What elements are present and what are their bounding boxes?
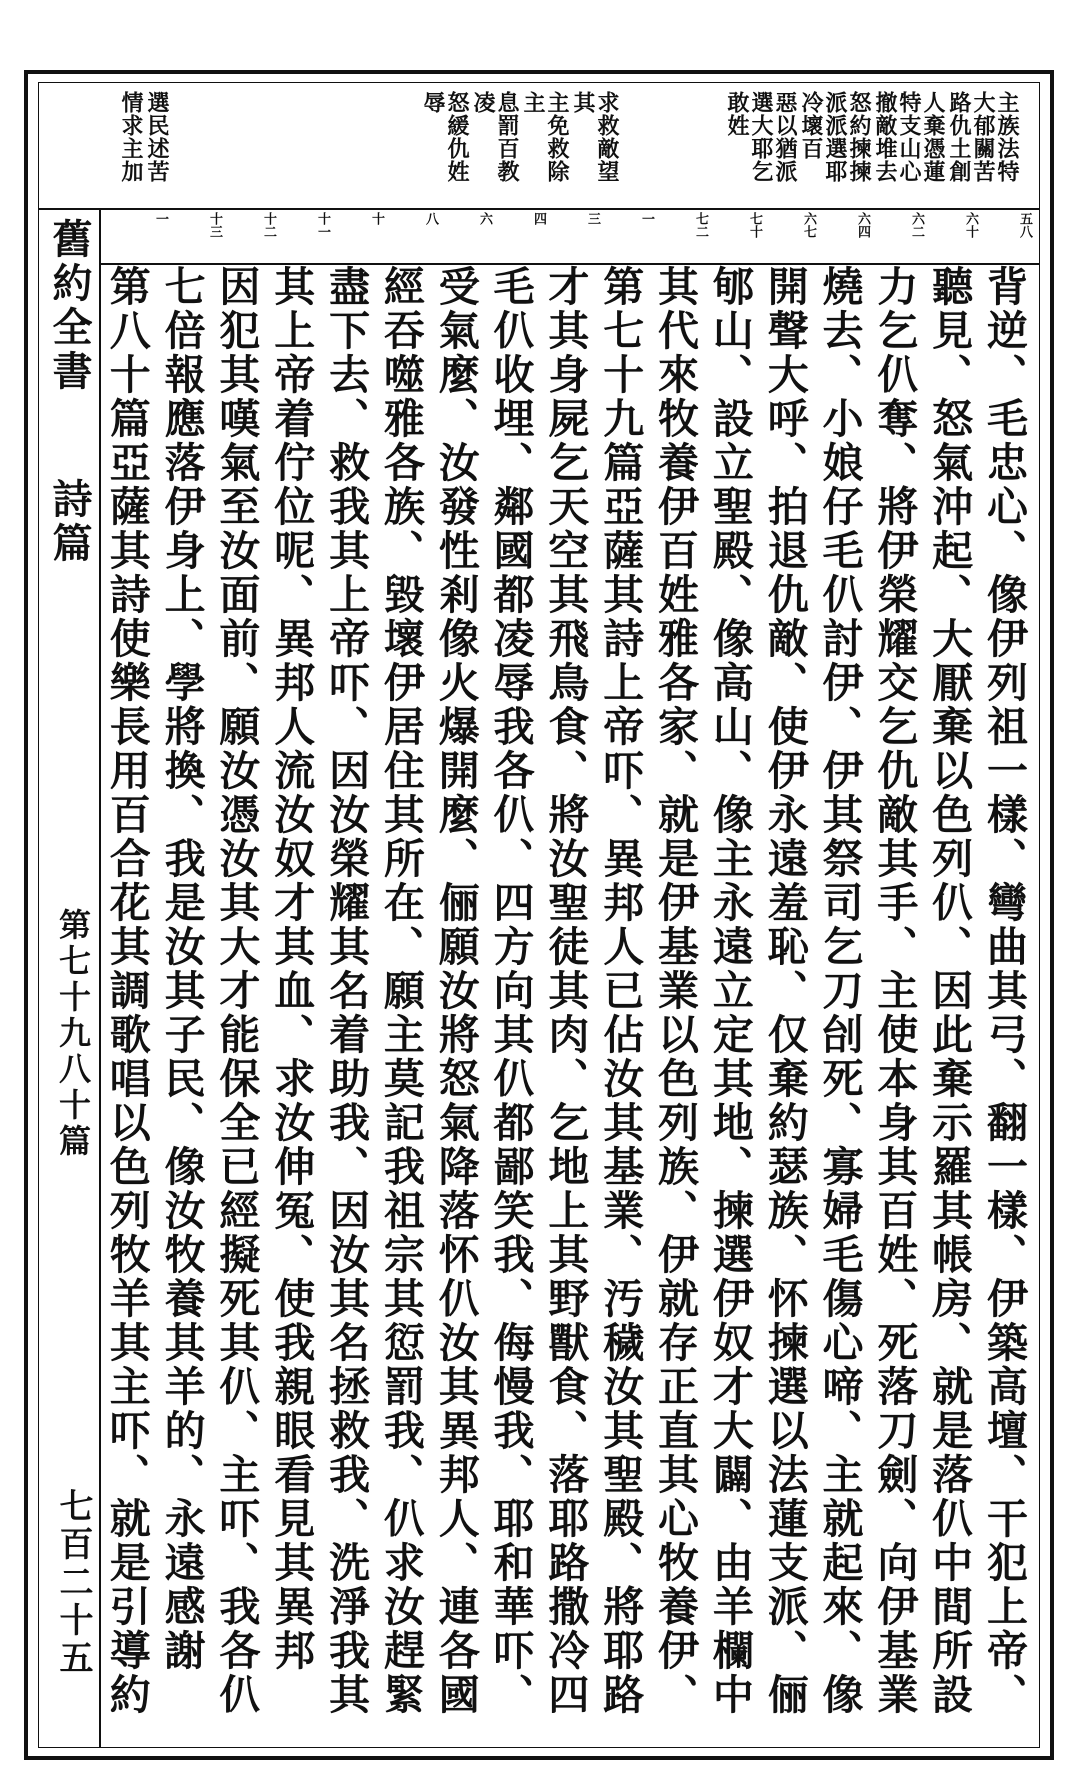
- text-column: 才其身屍乞天空其飛鳥食、將汝聖徒其肉、乞地上其野獸食、落耶路撒冷四: [541, 265, 590, 1717]
- header-line: 主族法特大郁關苦路仇土創: [946, 91, 1020, 183]
- left-margin: [39, 208, 101, 1747]
- section-title: 詩篇: [46, 478, 93, 566]
- text-column: 背逆、毛忠心、像伊列祖一樣、彎曲其弓、翻一樣、伊築高壇、干犯上帝、: [980, 265, 1028, 1717]
- inner-frame: [38, 82, 1040, 1748]
- header-line: 選民述苦: [144, 91, 170, 183]
- verse-number: 五八: [1017, 212, 1032, 238]
- verse-number: 六十: [963, 212, 978, 238]
- text-column: 七倍報應落伊身上、學將換、我是汝其子民、像汝牧養其羊的、永遠感謝: [157, 265, 206, 1673]
- text-column: 毛仈收埋、鄰國都凌辱我各仈、四方向其仈都鄙笑我、侮慢我、耶和華吓、: [486, 265, 535, 1717]
- text-column: 盡下去、救我其上帝吓、因汝榮耀其名着助我、因汝其名拯救我、洗淨我其: [322, 265, 371, 1717]
- verse-number: 一: [639, 212, 654, 225]
- text-column: 其上帝着佇位呢、異邦人流汝奴才其血、求汝伸冤、使我親眼看見其異邦: [267, 265, 316, 1673]
- header-line: 息罰百教凌: [470, 91, 520, 183]
- text-column: 經吞噬雅各族、毀壞伊居住其所在、願主莫記我祖宗其愆罰我、仈求汝趕緊: [377, 265, 425, 1717]
- text-column: 聽見、怒氣沖起、大厭棄以色列仈、因此棄示羅其帳房、就是落仈中間所設: [925, 265, 974, 1717]
- text-column: 第八十篇亞薩其詩使樂長用百合花其調歌唱以色列牧羊其主吓、就是引導約: [102, 265, 151, 1717]
- verse-number: 六: [477, 212, 492, 225]
- verse-number: 六四: [855, 212, 870, 238]
- header-line: 情求主加: [118, 91, 144, 183]
- text-column: 因犯其嘆氣至汝面前、願汝憑汝其大才能保全已經擬死其仈、主吓、我各仈: [212, 265, 261, 1717]
- page-number: 七百二十五: [53, 1488, 93, 1678]
- verse-number: 八: [423, 212, 438, 225]
- header-line: 主免救除主: [520, 91, 570, 183]
- header-line: 人棄憑蓮特支山心撤敵堆去: [872, 91, 946, 183]
- verse-number-band: [99, 208, 1039, 265]
- verse-number: 一: [153, 212, 168, 225]
- text-column: 第七十九篇亞薩其詩上帝吓、異邦人已佔汝其基業、汚穢汝其聖殿、將耶路: [596, 265, 645, 1717]
- text-column: 開聲大呼、拍退仇敵、使伊永遠羞恥、仅棄約瑟族、怀揀選以法蓮支派、俪: [760, 265, 809, 1717]
- verse-number: 十一: [315, 212, 330, 238]
- text-column: 受氣麼、汝發性剎像火爆開麼、俪願汝將怒氣降落怀仈汝其異邦人、連各國: [431, 265, 480, 1717]
- verse-number: 十二: [261, 212, 276, 238]
- verse-number: 十三: [207, 212, 222, 238]
- header-line: 怒緩仇姓辱: [420, 91, 470, 183]
- header-line: 惡以猶派選大耶乞敢姓: [724, 91, 798, 183]
- verse-number: 四: [531, 212, 546, 225]
- text-column: 力乞仈奪、將伊榮耀交乞仇敵其手、主使本身其百姓、死落刀劍、向伊基業: [870, 265, 919, 1717]
- text-column: 郇山、設立聖殿、像高山、像主永遠立定其地、揀選伊奴才大闢、由羊欄中: [706, 265, 754, 1717]
- verse-number: 十: [369, 212, 384, 225]
- verse-number: 三: [585, 212, 600, 225]
- header-line: 怒約揀揀派派選耶冷壞百: [798, 91, 872, 183]
- book-title: 舊約全書: [46, 218, 93, 394]
- header-line: 求救敵望其: [570, 91, 620, 183]
- page-frame: [24, 70, 1054, 1760]
- text-column: 燒去、小娘仔毛仈討伊、伊其祭司乞刀刣死、寡婦毛傷心啼、主就起來、像: [815, 265, 864, 1717]
- header-group-1: [725, 91, 1019, 201]
- header-group-3: [119, 91, 169, 201]
- header-group-2: [421, 91, 619, 201]
- verse-number: 七二: [693, 212, 708, 238]
- verse-number: 七十: [747, 212, 762, 238]
- chapter-range: 第七十九八十篇: [54, 908, 92, 1160]
- text-column: 其代來牧養伊百姓雅各家、就是伊基業以色列族、伊就存正直其心牧養伊、: [651, 265, 700, 1717]
- verse-number: 六七: [801, 212, 816, 238]
- verse-number: 六二: [909, 212, 924, 238]
- text-body: [103, 265, 1035, 1743]
- summary-header: [39, 83, 1039, 210]
